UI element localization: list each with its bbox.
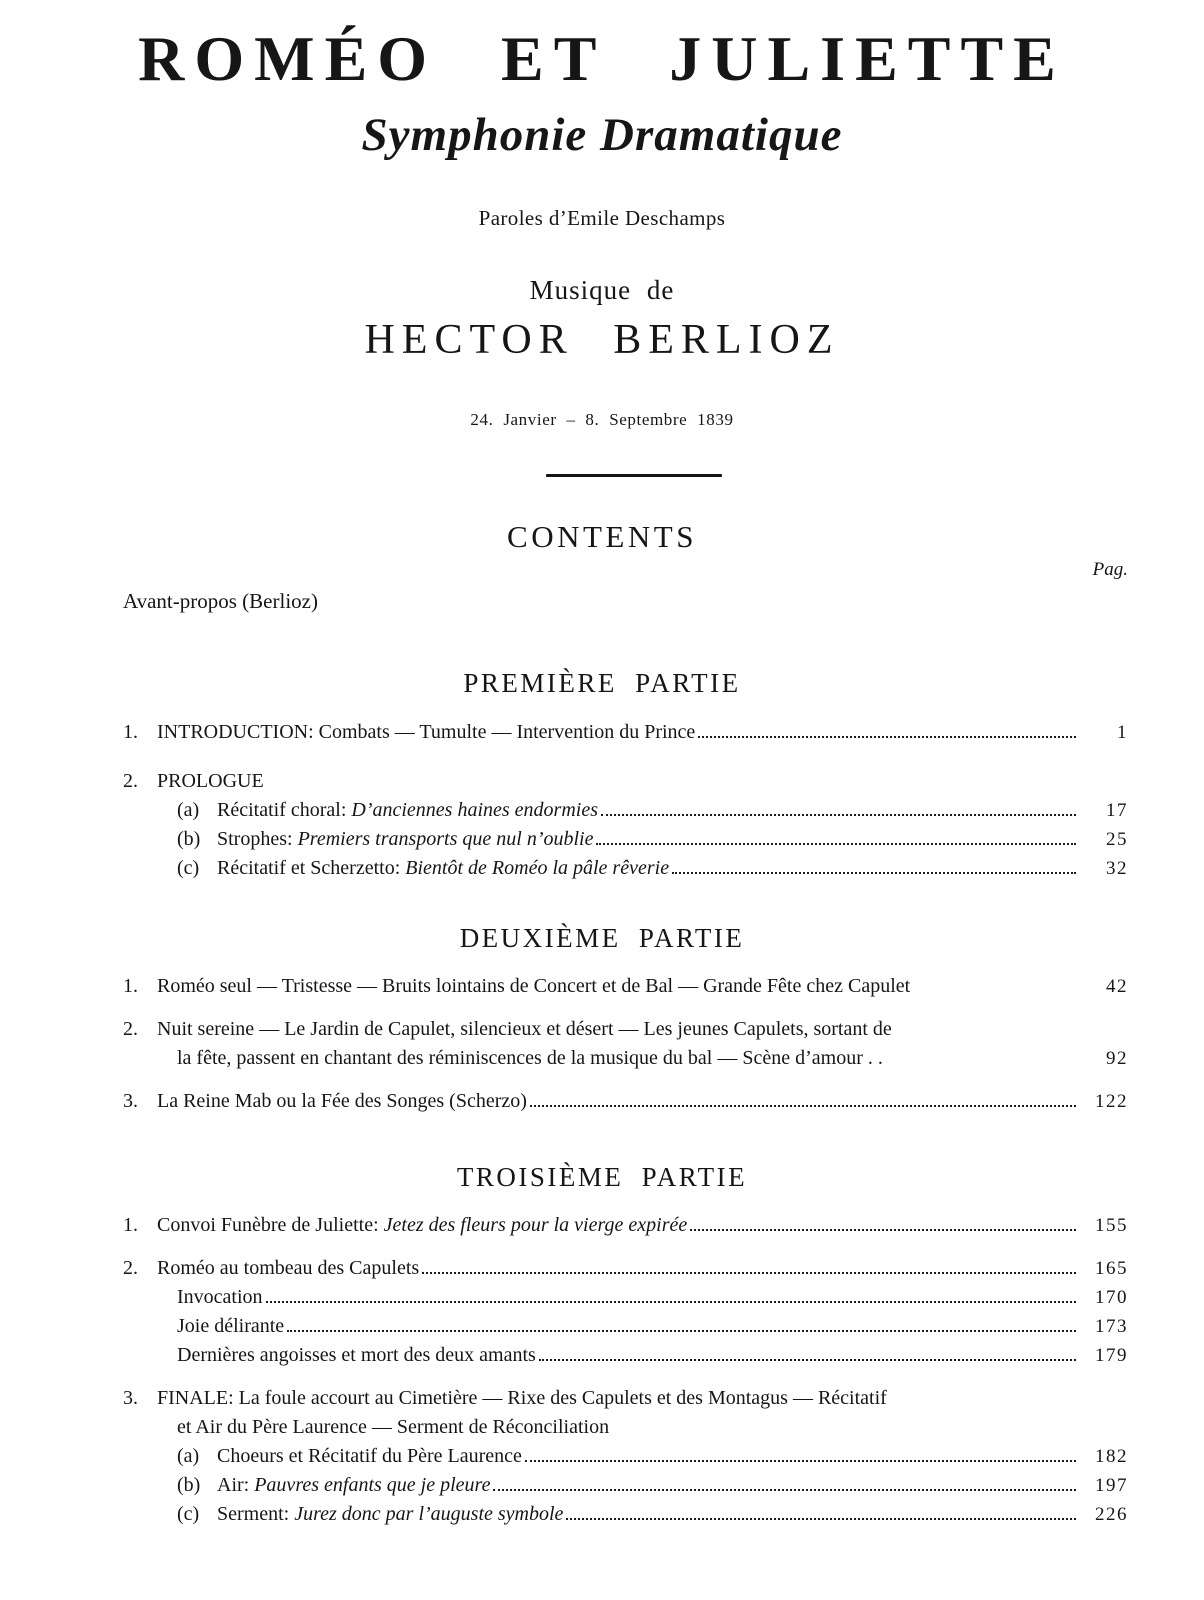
entry-label: Roméo seul — Tristesse — Bruits lointains de Concert et de Bal — Grande Fête chez Capulet [157,974,911,997]
entry-label: Roméo au tombeau des Capulets [157,1256,420,1279]
toc-subentry-recitatif-choral [123,796,1128,825]
entry-number: 3. [123,1089,138,1112]
subentry-label [217,1471,490,1500]
entry-page: 17 [1106,799,1128,821]
leader-dots [493,1472,1076,1490]
part-heading-troisieme: TROISIÈME PARTIE [456,1161,748,1192]
subentry-label [217,854,669,883]
subentry-marker: (b) [177,1473,201,1496]
entry-number: 3. [123,1386,138,1409]
subentry-label [217,1500,563,1529]
leader-dots [539,1342,1076,1360]
subentry-marker: (a) [177,798,200,821]
entry-page: 32 [1106,857,1128,879]
toc-entry-nuit-sereine-line2 [123,1044,1128,1073]
entry-label [157,1211,687,1240]
subentry-label [217,796,598,825]
leader-dots [698,719,1076,737]
leader-dots [287,1313,1076,1331]
leader-dots [530,1088,1076,1106]
entry-label-continuation: et Air du Père Laurence — Serment de Réconciliation [177,1415,610,1438]
entry-page: 182 [1095,1445,1128,1467]
entry-number: 1. [123,1213,138,1236]
label-italic: Premiers transports que nul n’oublie [297,827,594,850]
toc-entry-reine-mab [123,1087,1128,1116]
entry-page: 165 [1095,1257,1128,1279]
subentry-label: Choeurs et Récitatif du Père Laurence [217,1444,522,1467]
toc-entry-convoi-funebre [123,1211,1128,1240]
toc-entry-nuit-sereine-line1 [123,1015,1128,1044]
label-italic: Jurez donc par l’auguste symbole [294,1502,564,1525]
toc-entry-romeo-seul [123,972,1128,1001]
toc-entry-introduction [123,718,1128,747]
composition-dates: 24. Janvier – 8. Septembre 1839 [470,410,734,430]
label-italic: Bientôt de Roméo la pâle rêverie [405,856,670,879]
entry-number: 2. [123,1017,138,1040]
part-heading-deuxieme: DEUXIÈME PARTIE [459,922,745,953]
toc-subentry-dernieres-angoisses [123,1341,1128,1370]
entry-number: 1. [123,974,138,997]
work-subtitle: Symphonie Dramatique [361,109,843,162]
entry-label: Nuit sereine — Le Jardin de Capulet, silencieux et désert — Les jeunes Capulets, sortant de [157,1017,892,1040]
subentry-marker: (c) [177,856,200,879]
entry-page: 173 [1095,1315,1128,1337]
subentry-label [217,825,593,854]
label-italic: Jetez des fleurs pour la vierge expirée [383,1213,688,1236]
label-roman: Air: [217,1473,255,1496]
entry-label: INTRODUCTION: Combats — Tumulte — Intervention du Prince [157,720,696,743]
label-roman: Récitatif choral: [217,798,352,821]
leader-dots [690,1212,1076,1230]
entry-page: 1 [1117,721,1128,743]
entry-page: 42 [1106,975,1128,997]
title-divider-rule [546,474,722,477]
leader-dots [596,826,1076,844]
toc-subentry-recitatif-scherzetto [123,854,1128,883]
label-roman: Strophes: [217,827,298,850]
entry-page: 170 [1095,1286,1128,1308]
composer-name: HECTOR BERLIOZ [364,317,840,364]
leader-dots [566,1501,1076,1519]
toc-subentry-choeurs-recitatif [123,1442,1128,1471]
leader-dots [525,1443,1076,1461]
toc-entry-finale-line1 [123,1384,1128,1413]
entry-label: PROLOGUE [157,769,264,792]
subentry-label: Invocation [177,1285,263,1308]
table-of-contents [123,664,1128,1528]
entry-number: 1. [123,720,138,743]
entry-number: 2. [123,769,138,792]
leader-dots [672,855,1076,873]
entry-page: 179 [1095,1344,1128,1366]
toc-subentry-invocation [123,1283,1128,1312]
contents-heading: CONTENTS [507,519,697,555]
toc-subentry-air [123,1471,1128,1500]
foreword-entry: Avant-propos (Berlioz) [123,589,318,614]
entry-page: 197 [1095,1474,1128,1496]
subentry-label: Dernières angoisses et mort des deux amants [177,1343,536,1366]
page-column-label: Pag. [1092,559,1128,581]
subentry-marker: (c) [177,1502,200,1525]
leader-dots [422,1255,1076,1273]
subentry-marker: (b) [177,827,201,850]
subentry-label: Joie délirante [177,1314,285,1337]
label-roman: Serment: [217,1502,295,1525]
entry-label: La Reine Mab ou la Fée des Songes (Scherzo) [157,1089,527,1112]
toc-entry-finale-line2 [123,1413,1128,1442]
toc-subentry-joie-delirante [123,1312,1128,1341]
toc-subentry-serment [123,1500,1128,1529]
entry-page: 226 [1095,1503,1128,1525]
title-block [0,0,1204,477]
music-by-label: Musique de [529,275,675,306]
leader-dots [266,1284,1076,1302]
label-italic: Pauvres enfants que je pleure [254,1473,491,1496]
part-heading-premiere: PREMIÈRE PARTIE [463,668,741,699]
subentry-marker: (a) [177,1444,200,1467]
entry-label: FINALE: La foule accourt au Cimetière — Rixe des Capulets et des Montagus — Récitatif [157,1386,887,1409]
entry-page: 25 [1106,828,1128,850]
label-roman: Récitatif et Scherzetto: [217,856,406,879]
toc-entry-prologue [123,767,1128,796]
label-roman: Convoi Funèbre de Juliette: [157,1213,384,1236]
entry-page: 155 [1095,1214,1128,1236]
label-italic: D’anciennes haines endormies [351,798,599,821]
work-title: ROMÉO ET JULIETTE [138,23,1066,94]
toc-entry-romeo-tombeau [123,1254,1128,1283]
lyricist-credit: Paroles d’Emile Deschamps [478,206,726,231]
entry-page: 122 [1095,1090,1128,1112]
leader-dots [601,797,1076,815]
toc-subentry-strophes [123,825,1128,854]
entry-label-continuation: la fête, passent en chantant des réminiscences de la musique du bal — Scène d’amour . . [177,1046,883,1069]
entry-page: 92 [1106,1047,1128,1069]
entry-number: 2. [123,1256,138,1279]
